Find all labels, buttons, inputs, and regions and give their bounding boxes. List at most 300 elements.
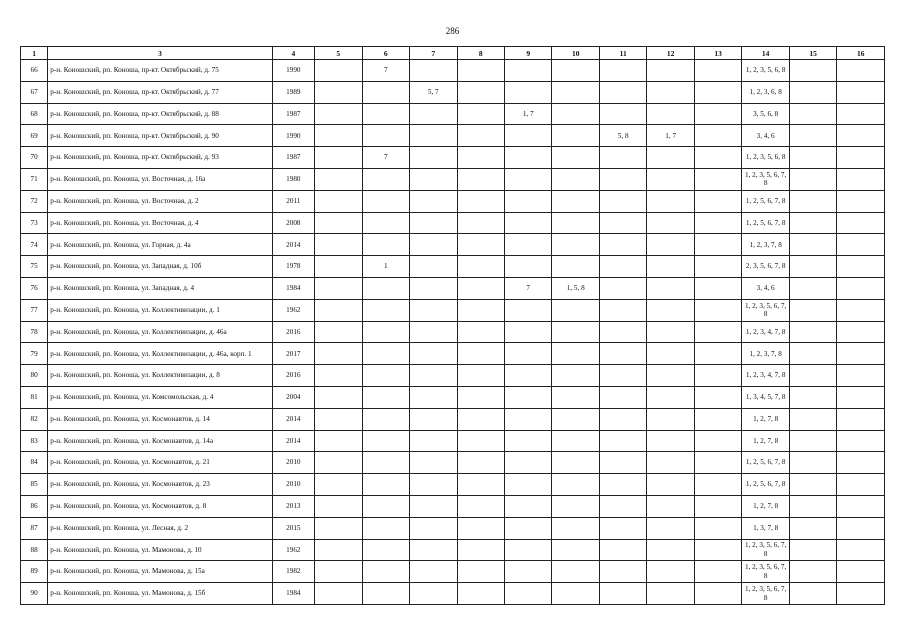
value-cell bbox=[410, 234, 457, 256]
value-cell bbox=[362, 583, 409, 605]
value-cell bbox=[789, 147, 836, 169]
value-cell bbox=[647, 583, 694, 605]
value-cell bbox=[457, 125, 504, 147]
value-cell bbox=[552, 474, 599, 496]
value-cell bbox=[647, 212, 694, 234]
address-cell: р-н. Коношский, рп. Коноша, ул. Восточная, д. 2 bbox=[48, 190, 272, 212]
row-number-cell: 71 bbox=[21, 168, 48, 190]
value-cell bbox=[599, 495, 646, 517]
value-cell bbox=[504, 561, 551, 583]
year-cell: 2004 bbox=[272, 386, 314, 408]
value-cell bbox=[837, 474, 885, 496]
row-number-cell: 80 bbox=[21, 365, 48, 387]
value-cell: 3, 4, 6 bbox=[742, 277, 789, 299]
value-cell bbox=[504, 474, 551, 496]
value-cell bbox=[694, 60, 741, 82]
row-number-cell: 84 bbox=[21, 452, 48, 474]
header-row bbox=[21, 47, 885, 60]
value-cell bbox=[789, 517, 836, 539]
row-number-cell: 70 bbox=[21, 147, 48, 169]
value-cell: 1, 2, 5, 6, 7, 8 bbox=[742, 474, 789, 496]
value-cell: 1, 5, 8 bbox=[552, 277, 599, 299]
value-cell bbox=[552, 517, 599, 539]
value-cell bbox=[504, 81, 551, 103]
value-cell bbox=[789, 234, 836, 256]
value-cell bbox=[552, 365, 599, 387]
value-cell bbox=[552, 147, 599, 169]
value-cell bbox=[315, 212, 362, 234]
value-cell bbox=[789, 190, 836, 212]
value-cell bbox=[552, 430, 599, 452]
value-cell bbox=[694, 430, 741, 452]
value-cell bbox=[552, 212, 599, 234]
column-header: 11 bbox=[599, 47, 646, 60]
table-row bbox=[21, 277, 885, 299]
value-cell bbox=[315, 299, 362, 321]
value-cell bbox=[315, 60, 362, 82]
value-cell bbox=[694, 125, 741, 147]
value-cell bbox=[647, 495, 694, 517]
row-number-cell: 88 bbox=[21, 539, 48, 561]
address-cell: р-н. Коношский, рп. Коноша, ул. Восточная, д. 16а bbox=[48, 168, 272, 190]
value-cell bbox=[315, 583, 362, 605]
row-number-cell: 72 bbox=[21, 190, 48, 212]
value-cell bbox=[362, 517, 409, 539]
value-cell bbox=[457, 299, 504, 321]
row-number-cell: 85 bbox=[21, 474, 48, 496]
value-cell bbox=[504, 517, 551, 539]
column-header: 8 bbox=[457, 47, 504, 60]
value-cell bbox=[315, 343, 362, 365]
value-cell bbox=[647, 147, 694, 169]
value-cell bbox=[315, 386, 362, 408]
table-row bbox=[21, 474, 885, 496]
value-cell bbox=[647, 299, 694, 321]
value-cell bbox=[315, 561, 362, 583]
value-cell bbox=[552, 408, 599, 430]
value-cell bbox=[504, 386, 551, 408]
value-cell bbox=[694, 474, 741, 496]
value-cell bbox=[552, 234, 599, 256]
value-cell bbox=[457, 495, 504, 517]
value-cell bbox=[837, 190, 885, 212]
value-cell bbox=[504, 452, 551, 474]
value-cell: 1, 2, 5, 6, 7, 8 bbox=[742, 452, 789, 474]
value-cell bbox=[504, 60, 551, 82]
value-cell: 1, 2, 3, 4, 7, 8 bbox=[742, 321, 789, 343]
value-cell: 7 bbox=[504, 277, 551, 299]
year-cell: 2016 bbox=[272, 365, 314, 387]
address-cell: р-н. Коношский, рп. Коноша, ул. Космонавтов, д. 8 bbox=[48, 495, 272, 517]
value-cell bbox=[647, 256, 694, 278]
value-cell bbox=[789, 583, 836, 605]
value-cell bbox=[410, 474, 457, 496]
value-cell bbox=[837, 343, 885, 365]
value-cell bbox=[789, 60, 836, 82]
value-cell bbox=[362, 495, 409, 517]
value-cell bbox=[457, 256, 504, 278]
value-cell bbox=[362, 299, 409, 321]
value-cell bbox=[552, 299, 599, 321]
year-cell: 2014 bbox=[272, 408, 314, 430]
value-cell bbox=[457, 277, 504, 299]
value-cell bbox=[789, 277, 836, 299]
value-cell bbox=[504, 299, 551, 321]
value-cell bbox=[315, 430, 362, 452]
value-cell bbox=[647, 539, 694, 561]
value-cell bbox=[457, 561, 504, 583]
value-cell bbox=[694, 386, 741, 408]
value-cell bbox=[552, 495, 599, 517]
table-row bbox=[21, 539, 885, 561]
value-cell bbox=[789, 103, 836, 125]
value-cell bbox=[504, 321, 551, 343]
address-cell: р-н. Коношский, рп. Коноша, ул. Мамонова, д. 15а bbox=[48, 561, 272, 583]
value-cell bbox=[504, 147, 551, 169]
value-cell bbox=[694, 168, 741, 190]
value-cell bbox=[410, 190, 457, 212]
value-cell bbox=[504, 539, 551, 561]
table-row bbox=[21, 452, 885, 474]
value-cell: 1, 2, 3, 5, 6, 7, 8 bbox=[742, 299, 789, 321]
row-number-cell: 77 bbox=[21, 299, 48, 321]
address-cell: р-н. Коношский, рп. Коноша, ул. Коллективизации, д. 46а bbox=[48, 321, 272, 343]
address-cell: р-н. Коношский, рп. Коноша, ул. Мамонова, д. 10 bbox=[48, 539, 272, 561]
value-cell bbox=[315, 452, 362, 474]
value-cell bbox=[789, 256, 836, 278]
column-header: 7 bbox=[410, 47, 457, 60]
row-number-cell: 74 bbox=[21, 234, 48, 256]
value-cell bbox=[647, 343, 694, 365]
value-cell bbox=[457, 81, 504, 103]
value-cell bbox=[599, 408, 646, 430]
table-row bbox=[21, 495, 885, 517]
value-cell bbox=[837, 234, 885, 256]
value-cell bbox=[410, 430, 457, 452]
value-cell: 1 bbox=[362, 256, 409, 278]
address-cell: р-н. Коношский, рп. Коноша, ул. Коллективизации, д. 1 bbox=[48, 299, 272, 321]
address-cell: р-н. Коношский, рп. Коноша, ул. Коллективизации, д. 8 bbox=[48, 365, 272, 387]
value-cell bbox=[647, 60, 694, 82]
value-cell bbox=[410, 561, 457, 583]
value-cell bbox=[694, 147, 741, 169]
column-header: 9 bbox=[504, 47, 551, 60]
table-row bbox=[21, 365, 885, 387]
value-cell bbox=[647, 517, 694, 539]
year-cell: 1978 bbox=[272, 256, 314, 278]
value-cell bbox=[552, 190, 599, 212]
value-cell bbox=[789, 561, 836, 583]
value-cell bbox=[362, 561, 409, 583]
year-cell: 1984 bbox=[272, 277, 314, 299]
value-cell bbox=[694, 517, 741, 539]
value-cell bbox=[789, 408, 836, 430]
value-cell bbox=[362, 277, 409, 299]
value-cell bbox=[599, 321, 646, 343]
address-cell: р-н. Коношский, рп. Коноша, ул. Космонавтов, д. 14 bbox=[48, 408, 272, 430]
value-cell bbox=[789, 125, 836, 147]
value-cell: 7 bbox=[362, 60, 409, 82]
value-cell bbox=[647, 474, 694, 496]
value-cell bbox=[362, 168, 409, 190]
year-cell: 1962 bbox=[272, 539, 314, 561]
value-cell bbox=[362, 212, 409, 234]
address-cell: р-н. Коношский, рп. Коноша, пр-кт. Октябрьский, д. 77 bbox=[48, 81, 272, 103]
value-cell bbox=[410, 299, 457, 321]
value-cell bbox=[837, 321, 885, 343]
row-number-cell: 73 bbox=[21, 212, 48, 234]
value-cell bbox=[647, 190, 694, 212]
address-cell: р-н. Коношский, рп. Коноша, пр-кт. Октябрьский, д. 75 bbox=[48, 60, 272, 82]
value-cell bbox=[410, 212, 457, 234]
value-cell bbox=[789, 539, 836, 561]
value-cell bbox=[837, 81, 885, 103]
value-cell bbox=[837, 517, 885, 539]
value-cell bbox=[457, 234, 504, 256]
value-cell bbox=[837, 408, 885, 430]
row-number-cell: 75 bbox=[21, 256, 48, 278]
value-cell bbox=[457, 583, 504, 605]
value-cell bbox=[362, 190, 409, 212]
value-cell bbox=[315, 495, 362, 517]
value-cell bbox=[504, 430, 551, 452]
value-cell bbox=[362, 321, 409, 343]
value-cell bbox=[599, 539, 646, 561]
value-cell bbox=[362, 430, 409, 452]
address-cell: р-н. Коношский, рп. Коноша, ул. Космонавтов, д. 14а bbox=[48, 430, 272, 452]
table-row bbox=[21, 386, 885, 408]
row-number-cell: 86 bbox=[21, 495, 48, 517]
value-cell bbox=[837, 561, 885, 583]
year-cell: 2008 bbox=[272, 212, 314, 234]
value-cell bbox=[362, 343, 409, 365]
year-cell: 1980 bbox=[272, 168, 314, 190]
value-cell: 1, 2, 5, 6, 7, 8 bbox=[742, 212, 789, 234]
table-row bbox=[21, 190, 885, 212]
value-cell bbox=[410, 60, 457, 82]
value-cell bbox=[410, 539, 457, 561]
value-cell bbox=[315, 81, 362, 103]
value-cell bbox=[504, 234, 551, 256]
year-cell: 1990 bbox=[272, 125, 314, 147]
year-cell: 2013 bbox=[272, 495, 314, 517]
address-cell: р-н. Коношский, рп. Коноша, ул. Восточная, д. 4 bbox=[48, 212, 272, 234]
value-cell bbox=[504, 168, 551, 190]
value-cell bbox=[599, 212, 646, 234]
value-cell: 1, 2, 3, 5, 6, 7, 8 bbox=[742, 561, 789, 583]
value-cell bbox=[552, 583, 599, 605]
year-cell: 2016 bbox=[272, 321, 314, 343]
value-cell bbox=[457, 168, 504, 190]
year-cell: 1984 bbox=[272, 583, 314, 605]
value-cell bbox=[647, 321, 694, 343]
value-cell bbox=[457, 430, 504, 452]
value-cell bbox=[457, 190, 504, 212]
value-cell bbox=[457, 517, 504, 539]
value-cell bbox=[599, 299, 646, 321]
column-header: 4 bbox=[272, 47, 314, 60]
value-cell bbox=[362, 474, 409, 496]
value-cell bbox=[410, 386, 457, 408]
value-cell bbox=[694, 321, 741, 343]
value-cell bbox=[315, 474, 362, 496]
value-cell bbox=[362, 125, 409, 147]
value-cell bbox=[315, 277, 362, 299]
value-cell bbox=[837, 125, 885, 147]
value-cell bbox=[315, 103, 362, 125]
value-cell bbox=[457, 60, 504, 82]
table-row bbox=[21, 147, 885, 169]
value-cell bbox=[789, 474, 836, 496]
value-cell bbox=[837, 103, 885, 125]
column-header: 16 bbox=[837, 47, 885, 60]
column-header: 6 bbox=[362, 47, 409, 60]
value-cell bbox=[552, 81, 599, 103]
row-number-cell: 82 bbox=[21, 408, 48, 430]
column-header: 3 bbox=[48, 47, 272, 60]
value-cell bbox=[362, 452, 409, 474]
row-number-cell: 90 bbox=[21, 583, 48, 605]
value-cell bbox=[789, 430, 836, 452]
value-cell bbox=[315, 147, 362, 169]
value-cell bbox=[552, 343, 599, 365]
value-cell bbox=[647, 234, 694, 256]
value-cell bbox=[362, 539, 409, 561]
value-cell bbox=[694, 299, 741, 321]
value-cell bbox=[647, 81, 694, 103]
value-cell bbox=[599, 168, 646, 190]
row-number-cell: 78 bbox=[21, 321, 48, 343]
address-cell: р-н. Коношский, рп. Коноша, пр-кт. Октябрьский, д. 93 bbox=[48, 147, 272, 169]
address-cell: р-н. Коношский, рп. Коноша, пр-кт. Октябрьский, д. 90 bbox=[48, 125, 272, 147]
value-cell bbox=[552, 321, 599, 343]
value-cell bbox=[837, 452, 885, 474]
value-cell bbox=[647, 561, 694, 583]
value-cell: 1, 7 bbox=[504, 103, 551, 125]
year-cell: 2011 bbox=[272, 190, 314, 212]
table-row bbox=[21, 321, 885, 343]
value-cell bbox=[837, 299, 885, 321]
value-cell bbox=[552, 168, 599, 190]
value-cell bbox=[789, 495, 836, 517]
address-cell: р-н. Коношский, рп. Коноша, ул. Мамонова, д. 15б bbox=[48, 583, 272, 605]
value-cell: 1, 3, 7, 8 bbox=[742, 517, 789, 539]
value-cell bbox=[599, 517, 646, 539]
year-cell: 1962 bbox=[272, 299, 314, 321]
value-cell bbox=[457, 212, 504, 234]
value-cell bbox=[457, 539, 504, 561]
value-cell bbox=[552, 256, 599, 278]
value-cell bbox=[315, 190, 362, 212]
value-cell bbox=[457, 386, 504, 408]
value-cell: 1, 2, 3, 7, 8 bbox=[742, 234, 789, 256]
value-cell bbox=[789, 299, 836, 321]
value-cell: 1, 2, 3, 6, 8 bbox=[742, 81, 789, 103]
value-cell bbox=[647, 277, 694, 299]
year-cell: 2010 bbox=[272, 474, 314, 496]
value-cell bbox=[599, 147, 646, 169]
row-number-cell: 69 bbox=[21, 125, 48, 147]
row-number-cell: 89 bbox=[21, 561, 48, 583]
address-cell: р-н. Коношский, рп. Коноша, ул. Горная, д. 4а bbox=[48, 234, 272, 256]
value-cell: 1, 2, 3, 5, 6, 7, 8 bbox=[742, 583, 789, 605]
value-cell bbox=[504, 212, 551, 234]
year-cell: 1987 bbox=[272, 103, 314, 125]
year-cell: 1989 bbox=[272, 81, 314, 103]
column-header: 1 bbox=[21, 47, 48, 60]
column-header: 12 bbox=[647, 47, 694, 60]
table-row bbox=[21, 561, 885, 583]
table-body bbox=[21, 60, 885, 605]
column-header: 10 bbox=[552, 47, 599, 60]
value-cell bbox=[552, 452, 599, 474]
value-cell bbox=[552, 561, 599, 583]
value-cell bbox=[694, 495, 741, 517]
value-cell bbox=[362, 365, 409, 387]
value-cell bbox=[837, 386, 885, 408]
value-cell bbox=[504, 256, 551, 278]
value-cell: 1, 2, 3, 4, 7, 8 bbox=[742, 365, 789, 387]
value-cell bbox=[599, 386, 646, 408]
value-cell bbox=[599, 452, 646, 474]
value-cell bbox=[599, 256, 646, 278]
value-cell bbox=[552, 60, 599, 82]
value-cell: 1, 2, 7, 8 bbox=[742, 495, 789, 517]
value-cell bbox=[315, 321, 362, 343]
value-cell bbox=[410, 408, 457, 430]
value-cell bbox=[789, 452, 836, 474]
value-cell bbox=[362, 81, 409, 103]
value-cell bbox=[789, 386, 836, 408]
value-cell bbox=[410, 125, 457, 147]
value-cell bbox=[694, 277, 741, 299]
value-cell bbox=[410, 256, 457, 278]
value-cell bbox=[315, 365, 362, 387]
value-cell bbox=[789, 81, 836, 103]
table-row bbox=[21, 343, 885, 365]
value-cell bbox=[694, 343, 741, 365]
value-cell bbox=[837, 495, 885, 517]
table-row bbox=[21, 212, 885, 234]
value-cell bbox=[504, 408, 551, 430]
value-cell bbox=[362, 234, 409, 256]
value-cell bbox=[599, 190, 646, 212]
value-cell bbox=[647, 103, 694, 125]
row-number-cell: 87 bbox=[21, 517, 48, 539]
row-number-cell: 81 bbox=[21, 386, 48, 408]
value-cell bbox=[504, 495, 551, 517]
value-cell bbox=[694, 103, 741, 125]
value-cell bbox=[457, 452, 504, 474]
value-cell bbox=[410, 277, 457, 299]
table-row bbox=[21, 81, 885, 103]
value-cell: 1, 2, 3, 5, 6, 7, 8 bbox=[742, 168, 789, 190]
address-cell: р-н. Коношский, рп. Коноша, ул. Космонавтов, д. 21 bbox=[48, 452, 272, 474]
table-row bbox=[21, 517, 885, 539]
value-cell bbox=[457, 321, 504, 343]
value-cell bbox=[694, 452, 741, 474]
value-cell: 1, 2, 7, 8 bbox=[742, 430, 789, 452]
value-cell bbox=[647, 365, 694, 387]
value-cell: 1, 7 bbox=[647, 125, 694, 147]
value-cell bbox=[837, 583, 885, 605]
address-cell: р-н. Коношский, рп. Коноша, пр-кт. Октябрьский, д. 88 bbox=[48, 103, 272, 125]
value-cell bbox=[552, 125, 599, 147]
value-cell bbox=[552, 539, 599, 561]
table-row bbox=[21, 583, 885, 605]
value-cell bbox=[837, 147, 885, 169]
year-cell: 2017 bbox=[272, 343, 314, 365]
